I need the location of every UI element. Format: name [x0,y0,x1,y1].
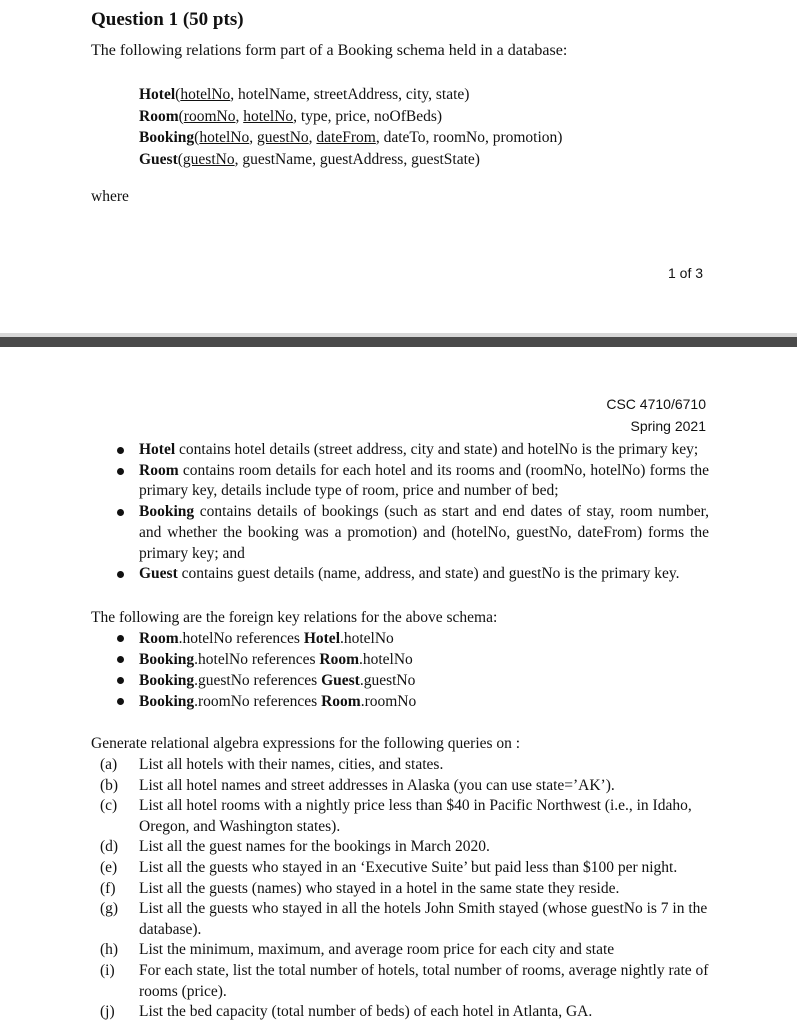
page-break-divider [0,333,797,347]
relation-name: Guest [139,150,178,168]
intro-text: The following relations form part of a Booking schema held in a database: [91,42,568,59]
course-code: CSC 4710/6710 [606,396,706,412]
query-item: (h) List the minimum, maximum, and average room price for each city and state [100,941,615,959]
where-label: where [91,188,129,205]
query-item: (b) List all hotel names and street addresses in Alaska (you can use state=’AK’). [100,776,615,794]
list-item: Booking.hotelNo references Room.hotelNo [139,649,416,670]
primary-key: hotelNo [243,107,294,125]
foreign-key-intro: The following are the foreign key relations for the above schema: [91,609,498,626]
list-item: Room.hotelNo references Hotel.hotelNo [139,628,416,649]
list-item: Hotel contains hotel details (street address, city and state) and hotelNo is the primary key; [139,440,709,461]
list-item: Booking.guestNo references Guest.guestNo [139,672,416,689]
queries-intro: Generate relational algebra expressions for the following queries on : [91,735,521,752]
primary-key: dateFrom [316,129,376,147]
schema-room: Room(roomNo, hotelNo, type, price, noOfBeds) [139,107,443,125]
primary-key: roomNo [183,107,236,125]
relation-descriptions [139,440,709,585]
primary-key: guestNo [182,150,235,168]
query-item: (a) List all hotels with their names, cities, and states. [100,756,444,773]
list-item: Booking.roomNo references Room.roomNo [139,693,417,710]
schema-hotel: Hotel(hotelNo, hotelName, streetAddress, city, state) [139,86,470,103]
primary-key: guestNo [257,129,309,147]
query-item: (e) List all the guests who stayed in an ‘Executive Suite’ but paid less than $100 per night. [100,858,678,876]
schema-block [139,84,562,170]
relation-name: Hotel [139,86,176,103]
query-item: (g) List all the guests who stayed in all the hotels John Smith stayed (whose guestNo is 7 in the database). [100,900,708,938]
schema-guest: Guest(guestNo, guestName, guestAddress, guestState) [139,150,480,168]
primary-key: hotelNo [199,129,250,147]
foreign-key-list [139,628,416,712]
relation-name: Room [139,107,179,125]
query-item: (i) For each state, list the total number of hotels, total number of rooms, average nightly rate of rooms (price). [100,961,709,1000]
query-item: (c) List all hotel rooms with a nightly price less than $40 in Pacific Northwest (i.e., in Idaho, Oregon, and Washington states). [100,797,692,835]
list-item: Room contains room details for each hotel and its rooms and (roomNo, hotelNo) forms the primary key, details include type of room, price and number of bed; [139,461,709,502]
question-title: Question 1 (50 pts) [91,9,244,30]
query-list [100,755,710,1023]
query-item: (f) List all the guests (names) who stayed in a hotel in the same state they reside. [100,879,620,897]
page-number: 1 of 3 [668,265,704,281]
schema-booking: Booking(hotelNo, guestNo, dateFrom, dateTo, roomNo, promotion) [139,129,563,147]
relation-name: Booking [139,129,195,147]
primary-key: hotelNo [180,86,231,103]
list-item: Booking contains details of bookings (such as start and end dates of stay, room number, and whether the booking was a promotion) and (hotelNo, guestNo, dateFrom) forms the primary key; and [139,502,709,564]
query-item: (d) List all the guest names for the bookings in March 2020. [100,838,490,856]
term-label: Spring 2021 [630,418,706,434]
query-item: (j) List the bed capacity (total number of beds) of each hotel in Atlanta, GA. [100,1003,593,1021]
list-item: Guest contains guest details (name, address, and state) and guestNo is the primary key. [139,564,709,585]
